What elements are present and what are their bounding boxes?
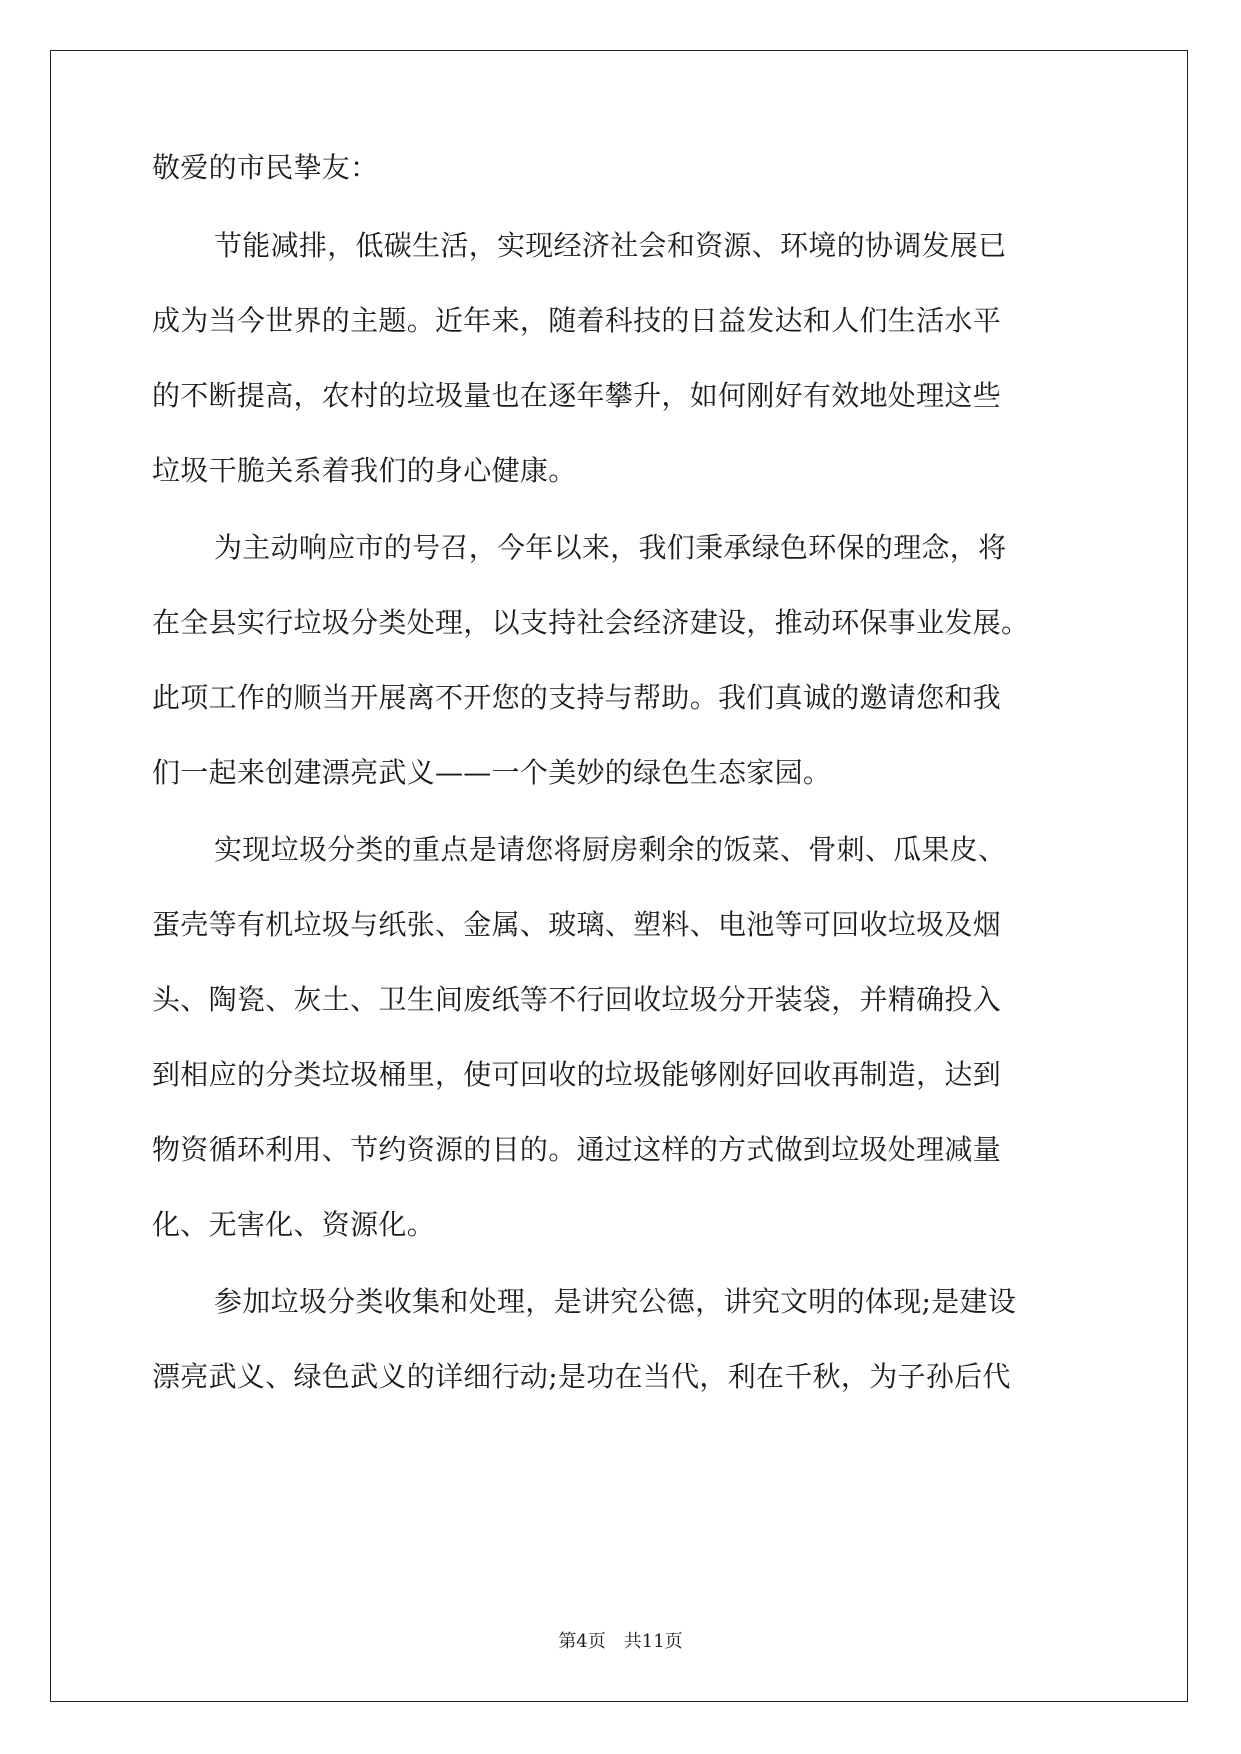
- paragraph-3-line-5: 物资循环利用、节约资源的目的。通过这样的方式做到垃圾处理减量: [152, 1133, 1002, 1166]
- paragraph-4-line-2: 漂亮武义、绿色武义的详细行动;是功在当代，利在千秋，为子孙后代: [152, 1360, 1011, 1393]
- salutation: 敬爱的市民挚友：: [152, 151, 379, 184]
- paragraph-2-line-3: 此项工作的顺当开展离不开您的支持与帮助。我们真诚的邀请您和我: [152, 681, 1002, 714]
- paragraph-1-line-2: 成为当今世界的主题。近年来，随着科技的日益发达和人们生活水平: [152, 304, 1002, 337]
- paragraph-2-line-2: 在全县实行垃圾分类处理，以支持社会经济建设，推动环保事业发展。: [152, 606, 1030, 639]
- paragraph-3-line-3: 头、陶瓷、灰土、卫生间废纸等不行回收垃圾分开装袋，并精确投入: [152, 983, 1002, 1016]
- page-border: [50, 50, 1188, 1702]
- paragraph-3-line-1: 实现垃圾分类的重点是请您将厨房剩余的饭菜、骨刺、瓜果皮、: [214, 833, 1007, 866]
- paragraph-2-line-4: 们一起来创建漂亮武义——一个美妙的绿色生态家园。: [152, 756, 832, 789]
- paragraph-2-line-1: 为主动响应市的号召，今年以来，我们秉承绿色环保的理念，将: [214, 531, 1007, 564]
- page-number-footer: 第4页 共11页: [558, 1631, 683, 1652]
- paragraph-3-line-4: 到相应的分类垃圾桶里，使可回收的垃圾能够刚好回收再制造，达到: [152, 1058, 1002, 1091]
- paragraph-3-line-6: 化、无害化、资源化。: [152, 1208, 436, 1241]
- paragraph-3-line-2: 蛋壳等有机垃圾与纸张、金属、玻璃、塑料、电池等可回收垃圾及烟: [152, 908, 1002, 941]
- paragraph-1-line-4: 垃圾干脆关系着我们的身心健康。: [152, 454, 577, 487]
- paragraph-1-line-1: 节能减排，低碳生活，实现经济社会和资源、环境的协调发展已: [214, 229, 1007, 262]
- paragraph-4-line-1: 参加垃圾分类收集和处理，是讲究公德，讲究文明的体现;是建设: [214, 1285, 1017, 1318]
- paragraph-1-line-3: 的不断提高，农村的垃圾量也在逐年攀升，如何刚好有效地处理这些: [152, 379, 1002, 412]
